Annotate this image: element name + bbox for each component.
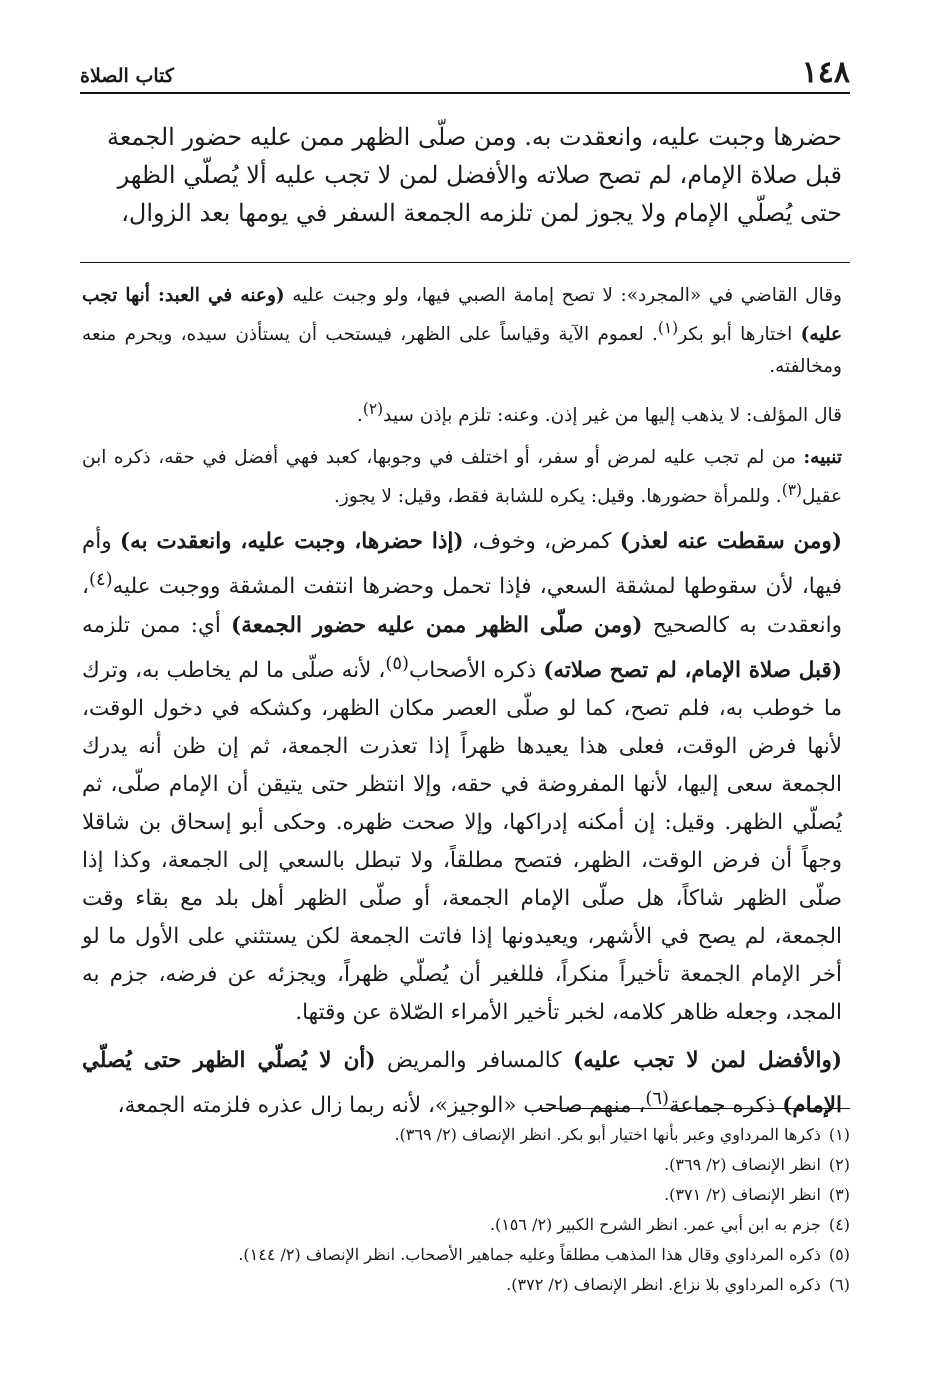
footnote-number: (٤) — [828, 1215, 850, 1234]
footnote-number: (٢) — [828, 1155, 850, 1174]
footnote-text: جزم به ابن أبي عمر. انظر الشرح الكبير (٢/ ١٥٦). — [489, 1215, 821, 1234]
commentary-paragraph — [82, 523, 842, 1031]
quoted-matn: (والأفضل لمن لا تجب عليه) — [572, 1047, 842, 1073]
footnotes — [82, 1120, 850, 1300]
footnote-number: (١) — [828, 1125, 850, 1144]
commentary-text: . — [356, 405, 363, 427]
footnote-ref: (٣) — [781, 481, 802, 500]
commentary-paragraph — [82, 442, 842, 513]
commentary-text: وقال القاضي في «المجرد»: لا تصح إمامة الصبي فيها، ولو وجبت عليه — [284, 285, 842, 306]
commentary-text: من لم تجب عليه لمرض أو سفر، أو اختلف في وجوبها، كعبد فهي أفضل في حقه، ذكره ابن عقيل — [82, 447, 842, 508]
footnote — [82, 1210, 850, 1240]
footnote — [82, 1240, 850, 1270]
commentary-text: ، منهم صاحب «الوجيز»، لأنه ربما زال عذره فلزمته الجمعة، — [117, 1092, 646, 1118]
footnote — [82, 1270, 850, 1300]
footnote-ref: (١) — [657, 319, 679, 337]
footnote-text: ذكرها المرداوي وعبر بأنها اختيار أبو بكر. انظر الإنصاف (٢/ ٣٦٩). — [394, 1125, 821, 1144]
commentary-text: قال المؤلف: لا يذهب إليها من غير إذن. وعنه: تلزم بإذن سيد — [383, 405, 842, 427]
commentary-paragraph — [82, 1042, 842, 1125]
header-divider — [80, 92, 850, 94]
footnote-text: ذكره المرداوي وقال هذا المذهب مطلقاً وعليه جماهير الأصحاب. انظر الإنصاف (٢/ ١٤٤). — [238, 1245, 821, 1264]
footnote — [82, 1180, 850, 1210]
running-title: كتاب الصلاة — [80, 65, 174, 87]
commentary-text: كمرض، وخوف، — [463, 529, 620, 555]
commentary-paragraph — [82, 393, 842, 432]
matn-line: قبل صلاة الإمام، لم تصح صلاته والأفضل لمن لا تجب عليه ألا يُصلّي الظهر — [117, 161, 842, 189]
footnote-ref: (٥) — [385, 652, 409, 674]
commentary-text: ذكره جماعة — [668, 1092, 783, 1118]
commentary-text: . لعموم الآية وقياساً على الظهر، فيستحب أن يستأذن سيده، ويحرم منعه ومخالفته. — [82, 324, 842, 378]
footnote-ref: (٤) — [88, 569, 113, 591]
note-label: تنبيه: — [803, 447, 842, 469]
quoted-matn: (ومن صلّى الظهر ممن عليه حضور الجمعة) — [231, 612, 643, 638]
page-header — [80, 55, 850, 95]
commentary-text: . وللمرأة حضورها. وقيل: يكره للشابة فقط، وقيل: لا يجوز. — [334, 486, 782, 508]
commentary-paragraph — [82, 280, 842, 383]
footnote-ref: (٦) — [645, 1087, 669, 1109]
quoted-matn: (وعنه في العبد: أنها تجب عليه) — [82, 285, 842, 346]
matn-line: حتى يُصلّي الإمام ولا يجوز لمن تلزمه الجمعة السفر في يومها بعد الزوال، — [121, 199, 842, 227]
quoted-matn: (أن لا يُصلّي الظهر حتى يُصلّي الإمام) — [82, 1047, 842, 1118]
footnote-number: (٣) — [828, 1185, 850, 1204]
footnote-text: انظر الإنصاف (٢/ ٣٧١). — [664, 1185, 821, 1204]
quoted-matn: (ومن سقطت عنه لعذر) — [619, 529, 842, 555]
footnote-text: انظر الإنصاف (٢/ ٣٦٩). — [664, 1155, 821, 1174]
matn-divider — [80, 262, 850, 263]
footnote-text: ذكره المرداوي بلا نزاع. انظر الإنصاف (٢/ ٣٧٢). — [506, 1275, 821, 1294]
commentary — [82, 280, 842, 1135]
matn-text — [82, 118, 842, 232]
commentary-text: وأم فيها، لأن سقوطها لمشقة السعي، فإذا تحمل وحضرها انتفت المشقة ووجبت عليه — [82, 529, 842, 600]
commentary-text: ذكره الأصحاب — [408, 657, 544, 683]
footnote-number: (٥) — [828, 1245, 850, 1264]
commentary-text: كالمسافر والمريض — [375, 1047, 573, 1073]
quoted-matn: (قبل صلاة الإمام، لم تصح صلاته) — [543, 657, 842, 683]
matn-line: حضرها وجبت عليه، وانعقدت به. ومن صلّى الظهر ممن عليه حضور الجمعة — [107, 123, 842, 151]
footnote-number: (٦) — [828, 1275, 850, 1294]
commentary-text: ، لأنه صلّى ما لم يخاطب به، وترك ما خوطب به، فلم تصح، كما لو صلّى العصر مكان الظهر، وكشكه في دخول الوقت، لأنها فرض الوقت، فعلى هذا يعيدها ظهراً إذا تعذرت الجمعة، ثم إن ظن أنه يدرك الجمعة سعى إليها، لأنها المفروضة في حقه، وإلا انتظر حتى يتيقن أن الإمام صلّى، ثم يُصلّي الظهر. وقيل: إن أمكنه إدراكها، وإلا صحت ظهره. وحكى أبو إسحاق بن شاقلا وجهاً أن فرض الوقت، الظهر، فتصح مطلقاً، ولا تبطل بالسعي إلى الجمعة، وكذا إذا صلّى الظهر شاكاً، هل صلّى الإمام الجمعة، أو صلّى الظهر أهل بلد مع بقاء وقت الجمعة، لم يصح في الأشهر، ويعيدونها إذا فاتت الجمعة لكن يستثني على الأول ما لو أخر الإمام الجمعة تأخيراً منكراً، فللغير أن يُصلّي ظهراً، ويجزئه عن فرضه، جزم به المجد، وجعله ظاهر كلامه، لخبر تأخير الأمراء الصّلاة عن وقتها. — [82, 657, 842, 1025]
footnote — [82, 1150, 850, 1180]
footnote — [82, 1120, 850, 1150]
commentary-text: اختارها أبو بكر — [678, 324, 801, 346]
page-number: ١٤٨ — [801, 55, 850, 90]
commentary-text: أي: ممن تلزمه — [82, 612, 232, 638]
quoted-matn: (إذا حضرها، وجبت عليه، وانعقدت به) — [119, 529, 464, 555]
footnote-divider — [540, 1108, 850, 1109]
footnote-ref: (٢) — [362, 400, 384, 419]
commentary-text: ، وانعقدت به كالصحيح — [82, 574, 842, 638]
